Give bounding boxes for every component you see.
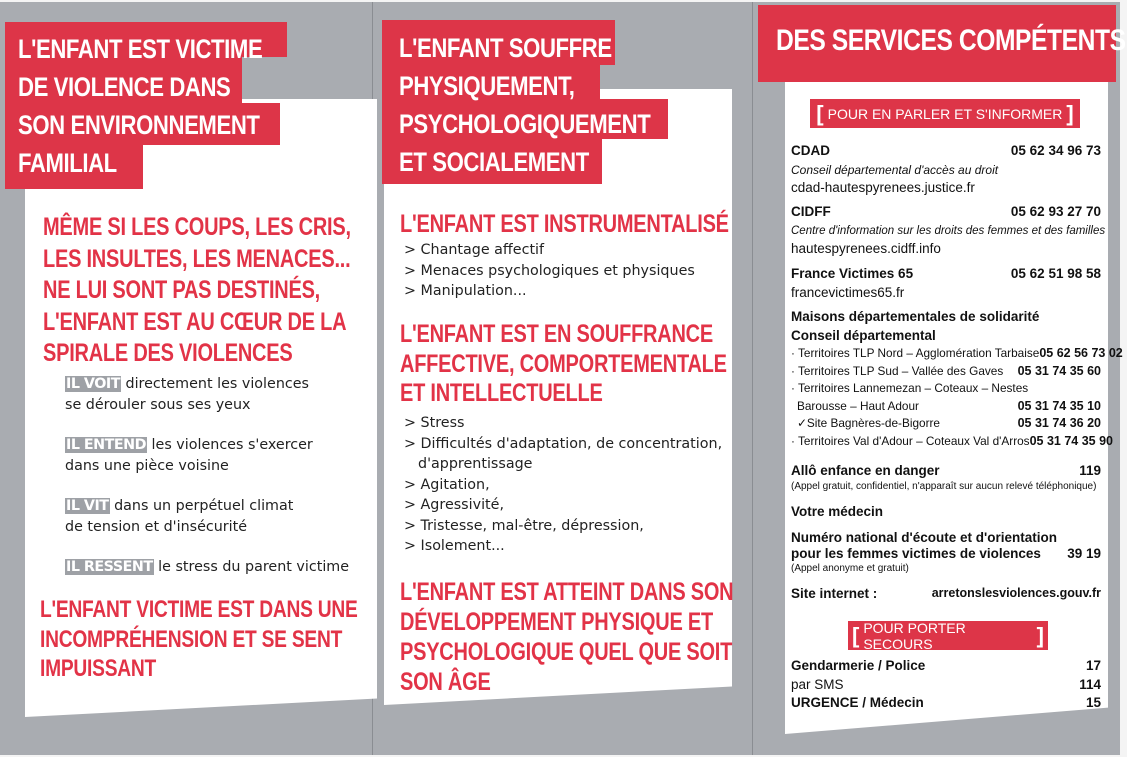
banner-line: ET SOCIALEMENT (399, 147, 589, 177)
list-item: > Difficultés d'adaptation, de concentration, (404, 435, 723, 452)
service-name: Gendarmerie / Police (791, 658, 926, 673)
banner-line: FAMILIAL (18, 148, 117, 178)
section-developpement-title (400, 577, 733, 697)
pill-label: POUR EN PARLER ET S'INFORMER (827, 105, 1063, 122)
service-name: France Victimes 65 (791, 266, 914, 281)
service-name: Maisons départementales de solidarité (791, 309, 1040, 324)
headline-line: AFFECTIVE, COMPORTEMENTALE (400, 349, 727, 378)
banner-line: PSYCHOLOGIQUEMENT (399, 109, 651, 139)
service-mds (791, 308, 1123, 450)
bracket-open: [ (816, 100, 824, 126)
service-allo-enfance (791, 462, 1101, 493)
bracket-close: ] (1036, 622, 1044, 648)
territory-label: · Territoires Val d'Adour – Coteaux Val d'Arros (791, 433, 1030, 448)
service-phone: 39 19 (1067, 546, 1101, 561)
fact-tag: IL ENTEND (66, 437, 146, 453)
headline-line: NE LUI SONT PAS DESTINÉS, (43, 276, 320, 304)
service-phone: 05 62 34 96 73 (1010, 143, 1101, 158)
service-phone: 05 62 93 27 70 (1010, 204, 1101, 219)
headline-line: L'ENFANT EST EN SOUFFRANCE (400, 320, 713, 348)
territory-label: Barousse – Haut Adour (797, 398, 919, 413)
territory-phone: 05 31 74 35 10 (1017, 398, 1101, 413)
service-name: Conseil départemental (791, 327, 936, 343)
panel-3-banner (758, 5, 1126, 82)
fact-text: directement les violences (125, 376, 309, 392)
list-item: > Isolement... (404, 538, 505, 554)
fact-ressent (65, 557, 349, 578)
fact-tag: IL VOIT (66, 376, 120, 392)
banner-line: PHYSIQUEMENT, (399, 71, 575, 101)
fact-vit (65, 496, 293, 538)
service-site: francevictimes65.fr (791, 284, 905, 300)
emergency-numbers (791, 657, 1101, 713)
fact-tag: IL VIT (66, 498, 109, 514)
territory-phone: 05 62 56 73 02 (1039, 346, 1123, 360)
list-item: > Menaces psychologiques et physiques (404, 262, 695, 279)
service-desc: Conseil départemental d'accès au droit (791, 162, 999, 177)
section-instrumentalise-title (400, 209, 729, 239)
list-item: d'apprentissage (418, 456, 533, 472)
fact-tag: IL RESSENT (66, 559, 153, 575)
bracket-close: ] (1066, 100, 1074, 126)
service-name: Allô enfance en danger (791, 463, 940, 478)
service-name: pour les femmes victimes de violences (791, 546, 1041, 561)
service-name: par SMS (791, 676, 844, 692)
bracket-open: [ (852, 622, 860, 648)
service-france-victimes (791, 265, 1101, 302)
list-item: > Tristesse, mal-être, dépression, (404, 517, 644, 534)
fact-text: les violences s'exercer (151, 437, 313, 453)
fact-text: le stress du parent victime (158, 559, 350, 575)
pill-label: POUR PORTER SECOURS (863, 619, 966, 652)
service-note: (Appel anonyme et gratuit) (791, 563, 909, 574)
site-url[interactable]: arretonslesviolences.gouv.fr (931, 586, 1101, 600)
headline-line: L'ENFANT EST AU CŒUR DE LA (43, 307, 347, 336)
panel-1-conclusion (40, 595, 358, 684)
headline-line: L'ENFANT EST INSTRUMENTALISÉ (400, 210, 729, 238)
territory-phone: 05 31 74 35 90 (1029, 433, 1114, 448)
territory-label: · Territoires TLP Nord – Agglomération Tarbaise (791, 346, 1040, 360)
headline-line: INCOMPRÉHENSION ET SE SENT (40, 625, 343, 653)
service-cidff (791, 203, 1106, 259)
service-name: CIDFF (791, 204, 831, 219)
list-item: > Agitation, (404, 476, 490, 493)
headline-line: MÊME SI LES COUPS, LES CRIS, (43, 213, 351, 241)
territory-phone: 05 31 74 36 20 (1017, 416, 1101, 430)
headline-line: IMPUISSANT (40, 655, 157, 682)
section-souffrance-list (404, 413, 722, 557)
fact-text: de tension et d'insécurité (65, 519, 248, 535)
headline-line: ET INTELLECTUELLE (400, 379, 603, 407)
service-phone: 17 (1085, 658, 1101, 673)
headline-line: L'ENFANT VICTIME EST DANS UNE (40, 596, 358, 623)
banner-line: DE VIOLENCE DANS (18, 72, 231, 102)
headline-line: PSYCHOLOGIQUE QUEL QUE SOIT (400, 638, 733, 666)
headline-line: SON ÂGE (400, 668, 491, 696)
list-item: > Manipulation... (404, 283, 527, 299)
service-desc: Centre d'information sur les droits des femmes et des familles (791, 224, 1106, 237)
headline-line: L'ENFANT EST ATTEINT DANS SON (400, 578, 734, 606)
section-souffrance-title (400, 320, 727, 409)
territory-label: ✓Site Bagnères-de-Bigorre (797, 416, 940, 430)
fact-text: dans une pièce voisine (65, 458, 229, 474)
territory-label: · Territoires Lannemezan – Coteaux – Nestes (791, 381, 1029, 395)
fact-text: dans un perpétuel climat (114, 498, 294, 514)
fold-line (752, 2, 753, 755)
service-medecin (791, 504, 1101, 519)
service-cdad (791, 142, 1101, 198)
list-item: > Stress (404, 415, 465, 431)
service-3919 (791, 530, 1101, 575)
panel-1-headline (43, 212, 351, 370)
banner-line: SON ENVIRONNEMENT (18, 110, 260, 140)
fact-entend (65, 435, 313, 477)
service-name: Votre médecin (791, 504, 884, 519)
service-site: hautespyrenees.cidff.info (791, 241, 941, 256)
site-internet (791, 586, 1101, 601)
list-item: > Agressivité, (404, 497, 504, 513)
section-pill-inform (810, 99, 1080, 128)
service-name: URGENCE / Médecin (791, 695, 924, 710)
service-phone: 114 (1079, 676, 1101, 692)
banner-line: DES SERVICES COMPÉTENTS (776, 24, 1126, 57)
headline-line: DÉVELOPPEMENT PHYSIQUE ET (400, 608, 713, 636)
territory-phone: 05 31 74 35 60 (1017, 363, 1101, 378)
service-phone: 05 62 51 98 58 (1010, 266, 1101, 281)
service-name: Numéro national d'écoute et d'orientation (791, 530, 1057, 545)
fact-voit (65, 374, 309, 416)
brochure-sheet (0, 2, 1126, 755)
fact-text: se dérouler sous ses yeux (65, 397, 251, 413)
banner-line: L'ENFANT EST VICTIME (18, 34, 263, 64)
territory-label: · Territoires TLP Sud – Vallée des Gaves (791, 363, 1004, 378)
service-phone: 15 (1085, 695, 1101, 710)
headline-line: SPIRALE DES VIOLENCES (43, 339, 293, 367)
list-item: > Chantage affectif (404, 242, 545, 258)
section-pill-secours (848, 621, 1048, 650)
service-name: CDAD (791, 143, 830, 158)
section-instrumentalise-list (404, 240, 695, 302)
service-phone: 119 (1079, 463, 1101, 478)
banner-line: L'ENFANT SOUFFRE (399, 33, 612, 63)
service-site: cdad-hautespyrenees.justice.fr (791, 180, 975, 195)
site-label: Site internet : (791, 586, 878, 601)
service-note: (Appel gratuit, confidentiel, n'apparaît sur aucun relevé téléphonique) (791, 481, 1097, 492)
headline-line: LES INSULTES, LES MENACES... (43, 244, 351, 273)
